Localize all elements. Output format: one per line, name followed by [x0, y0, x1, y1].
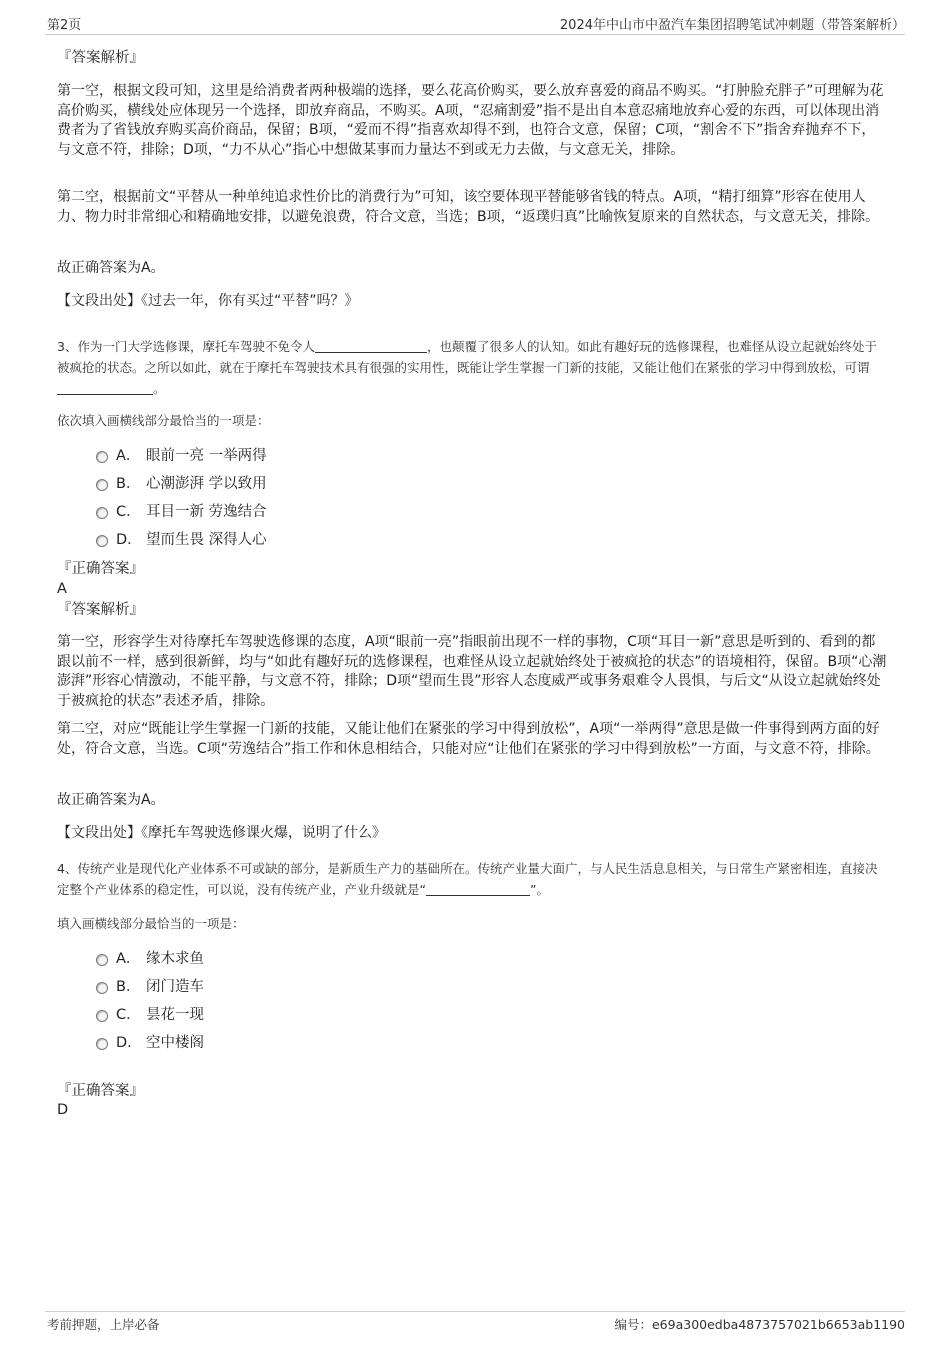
- document-code: 编号：e69a300edba4873757021b6653ab1190: [614, 1317, 905, 1332]
- q3-analysis-label: 『答案解析』: [57, 602, 144, 618]
- q3-blank-1: [315, 338, 427, 353]
- q4-blank: [426, 881, 530, 896]
- q3-stem: [57, 336, 889, 399]
- page-footer: [45, 1311, 905, 1334]
- q3-analysis-p1: 第一空，形容学生对待摩托车驾驶选修课的态度，A项“眼前一亮”指眼前出现不一样的事物，C项“耳目一新”意思是听到的、看到的都跟以前不一样，感到很新鲜，均与“如此有趣好玩的选修课程，也难怪从设立起就始终处于被疯抢的状态”的语境相符，保留。B项“心潮澎湃”形容心情激动，不能平静，与文意不符，排除；D项“望而生畏”形容人态度威严或事务艰难令人畏惧，与后文“从设立起就始终处于被疯抢的状态”表述矛盾，排除。: [57, 634, 887, 709]
- q3-instruction: 依次填入画横线部分最恰当的一项是：: [57, 413, 270, 428]
- q3-stem-part3: 。: [153, 381, 166, 396]
- q3-option-d[interactable]: D． 望而生畏 深得人心: [96, 530, 267, 550]
- q4-stem-part2: ”。: [529, 882, 549, 897]
- q4-answer-label: 『正确答案』: [57, 1083, 144, 1099]
- q3-option-a[interactable]: A． 眼前一亮 一举两得: [96, 446, 267, 466]
- q3-option-b[interactable]: B． 心潮澎湃 学以致用: [96, 474, 267, 494]
- radio-button-icon[interactable]: [96, 982, 108, 994]
- radio-button-icon[interactable]: [96, 954, 108, 966]
- radio-button-icon[interactable]: [96, 1010, 108, 1022]
- q3-source: 【文段出处】《摩托车驾驶选修课火爆，说明了什么》: [57, 825, 386, 841]
- q3-stem-part1: 3、作为一门大学选修课，摩托车驾驶不免令人: [57, 339, 315, 354]
- q2-conclusion: 故正确答案为A。: [57, 260, 165, 276]
- document-title: 2024年中山市中盈汽车集团招聘笔试冲刺题（带答案解析）: [559, 18, 905, 33]
- q4-instruction: 填入画横线部分最恰当的一项是：: [57, 916, 245, 931]
- radio-button-icon[interactable]: [96, 535, 108, 547]
- q3-analysis-p2: 第二空，对应“既能让学生掌握一门新的技能，又能让他们在紧张的学习中得到放松”，A项“一举两得”意思是做一件事得到两方面的好处，符合文意，当选。C项“劳逸结合”指工作和休息相结合，只能对应“让他们在紧张的学习中得到放松”一方面，与文意不符，排除。: [57, 721, 880, 757]
- q2-source: 【文段出处】《过去一年，你有买过“平替”吗？》: [57, 293, 359, 309]
- q3-blank-2: [57, 380, 153, 395]
- q4-option-b[interactable]: B． 闭门造车: [96, 977, 204, 997]
- q3-answer-label: 『正确答案』: [57, 561, 144, 577]
- q4-stem: [57, 858, 889, 900]
- q2-analysis-p1: 第一空，根据文段可知，这里是给消费者两种极端的选择，要么花高价购买，要么放弃喜爱的商品不购买。“打肿脸充胖子”可理解为花高价购买，横线处应体现另一个选择，即放弃商品，不购买。A项，“忍痛割爱”指不是出自本意忍痛地放弃心爱的东西，可以体现出消费者为了省钱放弃购买高价商品，保留；B项，“爱而不得”指喜欢却得不到，也符合文意，保留；C项，“割舍不下”指舍弃抛弃不下，与文意不符，排除；D项，“力不从心”指心中想做某事而力量达不到或无力去做，与文意无关，排除。: [57, 83, 884, 158]
- q4-option-d[interactable]: D． 空中楼阁: [96, 1033, 204, 1053]
- q3-answer: A: [57, 581, 67, 597]
- page-number: 第2页: [47, 18, 82, 33]
- radio-button-icon[interactable]: [96, 507, 108, 519]
- q3-conclusion: 故正确答案为A。: [57, 792, 165, 808]
- q3-option-c[interactable]: C． 耳目一新 劳逸结合: [96, 502, 267, 522]
- q3-stem-part2: ，也颠覆了很多人的认知。如此有趣好玩的选修课程，也难怪从设立起就始终处于被疯抢的状态。之所以如此，就在于摩托车驾驶技术具有很强的实用性，既能让学生掌握一门新的技能，又能让他们在紧张的学习中得到放松，可谓: [57, 339, 877, 375]
- q4-option-c[interactable]: C． 昙花一现: [96, 1005, 204, 1025]
- radio-button-icon[interactable]: [96, 1038, 108, 1050]
- q4-stem-part1: 4、传统产业是现代化产业体系不可或缺的部分，是新质生产力的基础所在。传统产业量大面广，与人民生活息息相关，与日常生产紧密相连，直接决定整个产业体系的稳定性，可以说，没有传统产业，产业升级就是“: [57, 861, 878, 897]
- q2-analysis-p2: 第二空，根据前文“平替从一种单纯追求性价比的消费行为”可知，该空要体现平替能够省钱的特点。A项，“精打细算”形容在使用人力、物力时非常细心和精确地安排，以避免浪费，符合文意，当选；B项，“返璞归真”比喻恢复原来的自然状态，与文意无关，排除。: [57, 189, 880, 225]
- radio-button-icon[interactable]: [96, 451, 108, 463]
- q4-answer: D: [57, 1102, 69, 1118]
- radio-button-icon[interactable]: [96, 479, 108, 491]
- footer-slogan: 考前押题，上岸必备: [47, 1317, 160, 1332]
- page-header: [45, 14, 905, 35]
- q2-analysis-label: 『答案解析』: [57, 50, 144, 66]
- q4-option-a[interactable]: A． 缘木求鱼: [96, 949, 204, 969]
